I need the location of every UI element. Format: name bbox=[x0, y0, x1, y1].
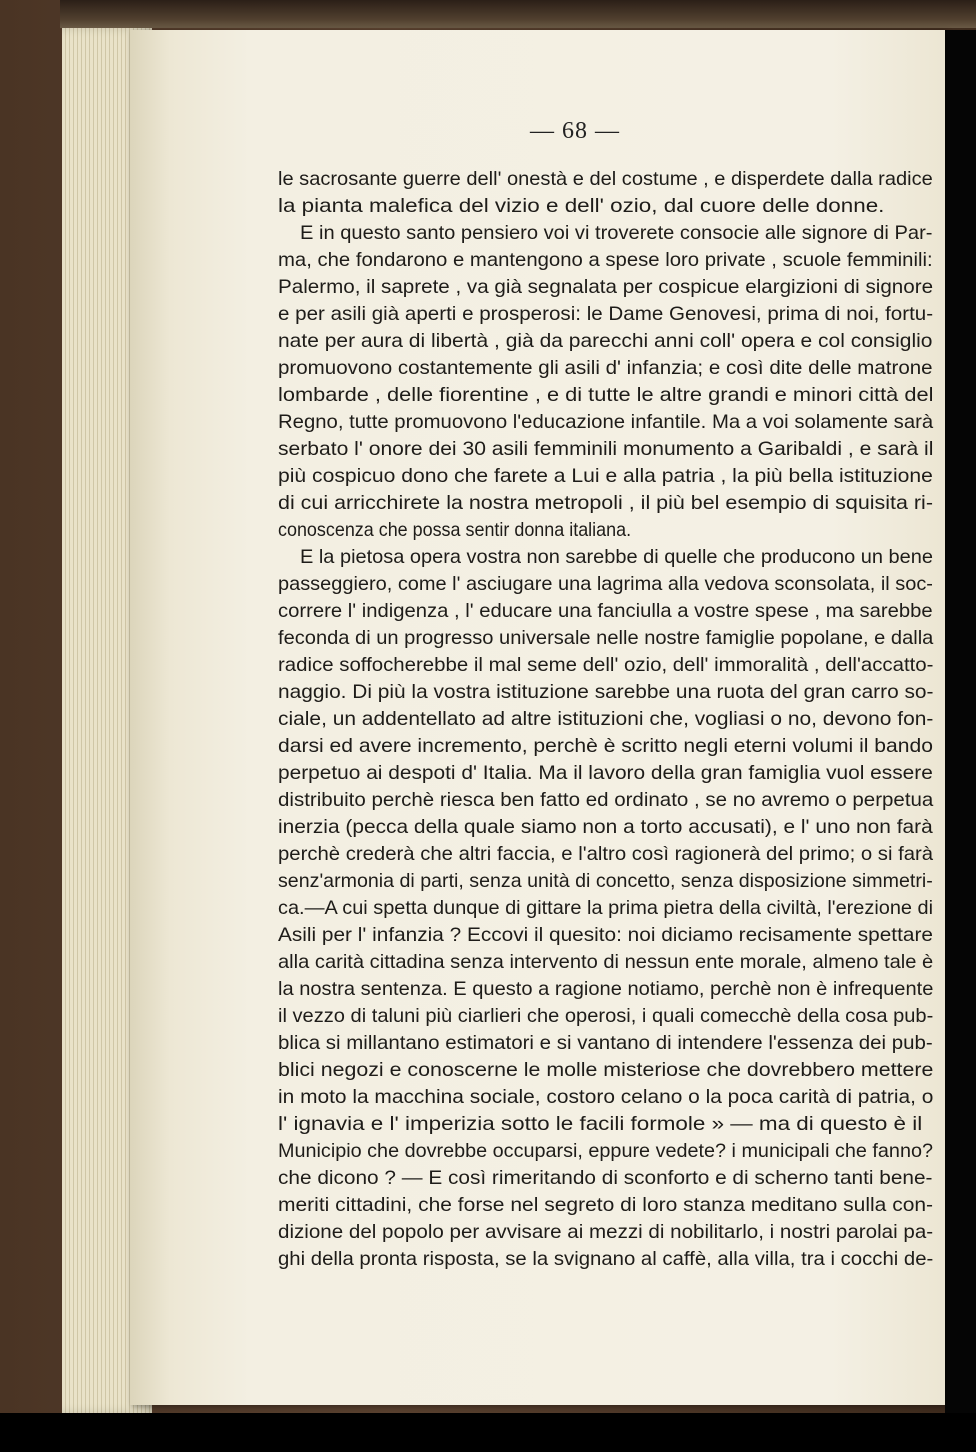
text-line: ma, che fondarono e mantengono a spese loro private , scuole femminili: bbox=[278, 249, 933, 271]
text-line: perpetuo ai despoti d' Italia. Ma il lavoro della gran famiglia vuol essere bbox=[278, 762, 933, 784]
cover-top-edge bbox=[60, 0, 976, 28]
text-line: blici negozi e conoscerne le molle misteriose che dovrebbero mettere bbox=[278, 1059, 934, 1081]
scan-border-right bbox=[945, 30, 976, 1452]
text-line: correre l' indigenza , l' educare una fanciulla a vostre spese , ma sarebbe bbox=[278, 600, 933, 622]
text-line: il vezzo di taluni più ciarlieri che operosi, i quali comecchè della cosa pub- bbox=[278, 1005, 934, 1027]
scan-border-bottom bbox=[0, 1413, 976, 1452]
text-line: le sacrosante guerre dell' onestà e del costume , e disperdete dalla radice bbox=[278, 168, 933, 190]
text-line: blica si millantano estimatori e si vantano di intendere l'essenza dei pub- bbox=[278, 1032, 933, 1054]
text-line: inerzia (pecca della quale siamo non a torto accusati), e l' uno non farà bbox=[278, 816, 933, 838]
text-line: conoscenza che possa sentir donna italiana. bbox=[278, 519, 632, 541]
text-line: E la pietosa opera vostra non sarebbe di quelle che producono un bene bbox=[300, 546, 933, 568]
text-line: promuovono costantemente gli asili d' infanzia; e così dite delle matrone bbox=[278, 357, 933, 379]
text-line: Regno, tutte promuovono l'educazione infantile. Ma a voi solamente sarà bbox=[278, 411, 934, 433]
text-line: l' ignavia e l' imperizia sotto le facili formole » — ma di questo è il bbox=[278, 1113, 923, 1135]
text-line: la pianta malefica del vizio e dell' ozio, dal cuore delle donne. bbox=[278, 195, 885, 217]
text-line: E in questo santo pensiero voi vi troverete consocie alle signore di Par- bbox=[300, 222, 933, 244]
text-line: ghi della pronta risposta, se la svignano al caffè, alla villa, tra i cocchi de- bbox=[278, 1248, 934, 1270]
text-line: serbato l' onore dei 30 asili femminili monumento a Garibaldi , e sarà il bbox=[278, 438, 934, 460]
text-line: di cui arricchirete la nostra metropoli , il più bel esempio di squisita ri- bbox=[278, 492, 933, 514]
text-line: perchè crederà che altri faccia, e l'altro così ragionerà del primo; o si farà bbox=[278, 843, 934, 865]
text-line: in moto la macchina sociale, costoro celano o la poca carità di patria, o bbox=[278, 1086, 934, 1108]
text-line: ca.—A cui spetta dunque di gittare la prima pietra della civiltà, l'erezione di bbox=[278, 897, 934, 919]
text-line: nate per aura di libertà , già da parecchi anni coll' opera e col consiglio bbox=[278, 330, 933, 352]
text-line: che dicono ? — E così rimeritando di sconforto e di scherno tanti bene- bbox=[278, 1167, 933, 1189]
text-line: distribuito perchè riesca ben fatto ed ordinato , se no avremo o perpetua bbox=[278, 789, 934, 811]
text-line: meriti cittadini, che forse nel segreto di loro stanza meditano sulla con- bbox=[278, 1194, 934, 1216]
text-line: darsi ed avere incremento, perchè è scritto negli eterni volumi il bando bbox=[278, 735, 933, 757]
text-line: radice soffocherebbe il mal seme dell' ozio, dell' immoralità , dell'accatto- bbox=[278, 654, 934, 676]
text-line: feconda di un progresso universale nelle nostre famiglie popolane, e dalla bbox=[278, 627, 934, 649]
text-line: la nostra sentenza. E questo a ragione notiamo, perchè non è infrequente bbox=[278, 978, 934, 1000]
text-line: passeggiero, come l' asciugare una lagrima alla vedova sconsolata, il soc- bbox=[278, 573, 933, 595]
text-line: naggio. Di più la vostra istituzione sarebbe una ruota del gran carro so- bbox=[278, 681, 934, 703]
text-line: alla carità cittadina senza intervento di nessun ente morale, almeno tale è bbox=[278, 951, 934, 973]
text-line: Palermo, il saprete , va già segnalata per cospicue elargizioni di signore bbox=[278, 276, 934, 298]
text-line: Asili per l' infanzia ? Eccovi il quesito: noi diciamo recisamente spettare bbox=[278, 924, 933, 946]
page-number: — 68 — bbox=[530, 118, 620, 144]
text-line: e per asili già aperti e prosperosi: le Dame Genovesi, prima di noi, fortu- bbox=[278, 303, 934, 325]
text-line: ciale, un addentellato ad altre istituzioni che, vogliasi o no, devono fon- bbox=[278, 708, 934, 730]
text-line: Municipio che dovrebbe occuparsi, eppure vedete? i municipali che fanno? bbox=[278, 1140, 933, 1162]
text-line: lombarde , delle fiorentine , e di tutte le altre grandi e minori città del bbox=[278, 384, 934, 406]
text-line: senz'armonia di parti, senza unità di concetto, senza disposizione simmetri- bbox=[278, 870, 933, 892]
text-line: dizione del popolo per avvisare ai mezzi di nobilitarlo, i nostri parolai pa- bbox=[278, 1221, 934, 1243]
text-line: più cospicuo dono che farete a Lui e alla patria , la più bella istituzione bbox=[278, 465, 933, 487]
